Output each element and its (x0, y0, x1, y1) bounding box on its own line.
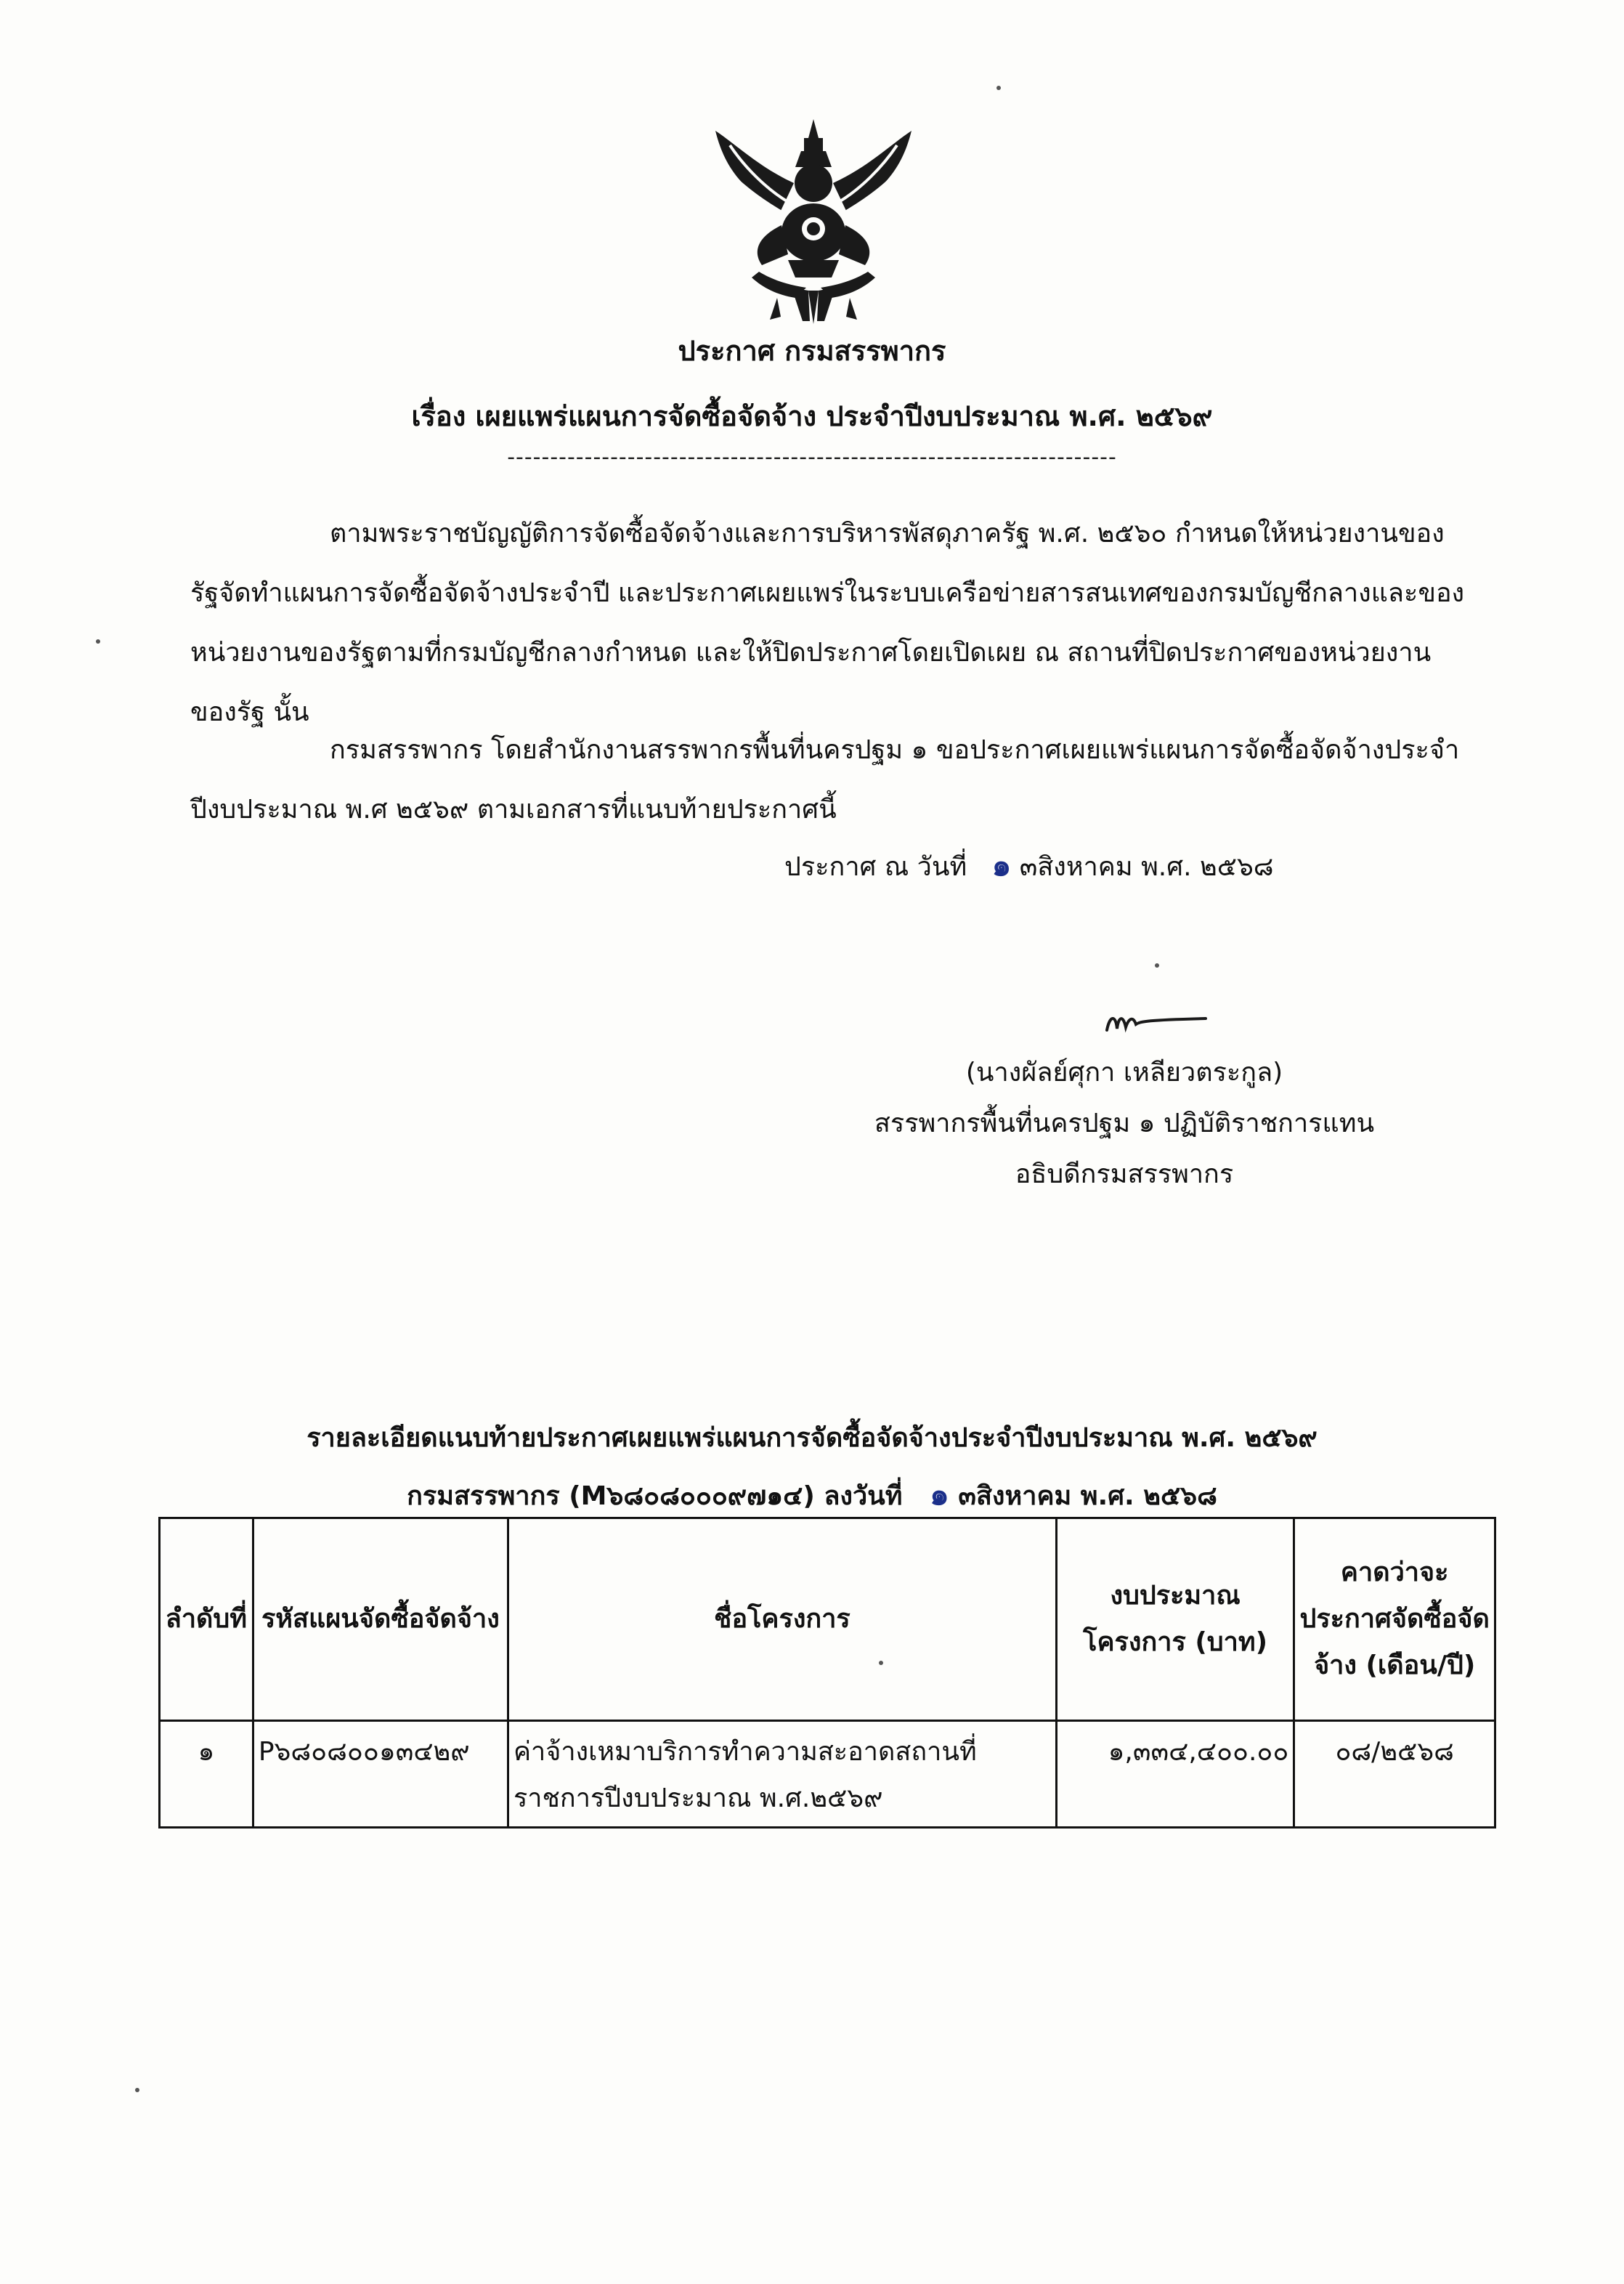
header-project: ชื่อโครงการ (508, 1518, 1056, 1721)
scan-speck (1155, 963, 1159, 968)
header-code: รหัสแผนจัดซื้อจัดจ้าง (253, 1518, 508, 1721)
header-budget: งบประมาณโครงการ (บาท) (1056, 1518, 1294, 1721)
attachment-day-handwritten: ๑ (930, 1476, 949, 1512)
cell-expected: ๐๘/๒๕๖๘ (1294, 1721, 1495, 1828)
attachment-subtitle (0, 1470, 1624, 1518)
date-day-printed: ๓ (1019, 852, 1038, 882)
announcement-title: ประกาศ กรมสรรพากร (678, 335, 946, 367)
date-suffix: สิงหาคม พ.ศ. ๒๕๖๘ (1037, 852, 1274, 882)
scan-speck (135, 2088, 139, 2092)
signatory-position-1: สรรพากรพื้นที่นครปฐม ๑ ปฏิบัติราชการแทน (874, 1109, 1375, 1138)
garuda-emblem-icon (708, 116, 919, 327)
separator-line: ----------------------------------------------------------------------- (507, 445, 1117, 470)
header-expected: คาดว่าจะประกาศจัดซื้อจัดจ้าง (เดือน/ปี) (1294, 1518, 1495, 1721)
handwritten-signature (1097, 1001, 1213, 1045)
scan-speck (96, 639, 100, 644)
header-no: ลำดับที่ (160, 1518, 253, 1721)
date-prefix: ประกาศ ณ วันที่ (784, 852, 967, 882)
signatory-position-2: อธิบดีกรมสรรพากร (1015, 1159, 1234, 1189)
body-paragraph-1 (190, 504, 1469, 742)
table-row (160, 1721, 1495, 1828)
attachment-subtitle-suffix: สิงหาคม พ.ศ. ๒๕๖๘ (975, 1481, 1217, 1511)
paragraph-2-text: กรมสรรพากร โดยสำนักงานสรรพากรพื้นที่นครปฐม ๑ ขอประกาศเผยแพร่แผนการจัดซื้อจัดจ้างประจำปีงบประมาณ พ.ศ ๒๕๖๙ ตามเอกสารที่แนบท้ายประกาศนี้ (190, 735, 1460, 825)
announcement-subject: เรื่อง เผยแพร่แผนการจัดซื้อจัดจ้าง ประจำปีงบประมาณ พ.ศ. ๒๕๖๙ (411, 400, 1213, 432)
attachment-subtitle-prefix: กรมสรรพากร (M๖๘๐๘๐๐๐๙๗๑๔) ลงวันที่ (407, 1481, 903, 1511)
paragraph-1-text: ตามพระราชบัญญัติการจัดซื้อจัดจ้างและการบริหารพัสดุภาครัฐ พ.ศ. ๒๕๖๐ กำหนดให้หน่วยงานของรัฐจัดทำแผนการจัดซื้อจัดจ้างประจำปี และประกาศเผยแพร่ในระบบเครือข่ายสารสนเทศของกรมบัญชีกลางและของหน่วยงานของรัฐตามที่กรมบัญชีกลางกำหนด และให้ปิดประกาศโดยเปิดเผย ณ สถานที่ปิดประกาศของหน่วยงานของรัฐ นั้น (190, 519, 1465, 727)
cell-project: ค่าจ้างเหมาบริการทำความสะอาดสถานที่ราชการปีงบประมาณ พ.ศ.๒๕๖๙ (508, 1721, 1056, 1828)
attachment-title: รายละเอียดแนบท้ายประกาศเผยแพร่แผนการจัดซื้อจัดจ้างประจำปีงบประมาณ พ.ศ. ๒๕๖๙ (306, 1423, 1318, 1453)
signatory-name: (นางผัลย์ศุกา เหลียวตระกูล) (965, 1058, 1283, 1088)
date-day-handwritten: ๑ (991, 847, 1012, 883)
scan-speck (996, 86, 1001, 90)
announcement-date (784, 835, 1274, 897)
procurement-plan-table (158, 1517, 1496, 1829)
cell-budget: ๑,๓๓๔,๔๐๐.๐๐ (1056, 1721, 1294, 1828)
table-header-row (160, 1518, 1495, 1721)
cell-no: ๑ (160, 1721, 253, 1828)
attachment-day-printed: ๓ (958, 1481, 976, 1511)
scan-speck (879, 1661, 883, 1665)
body-paragraph-2 (190, 721, 1469, 840)
cell-code: P๖๘๐๘๐๐๑๓๔๒๙ (253, 1721, 508, 1828)
